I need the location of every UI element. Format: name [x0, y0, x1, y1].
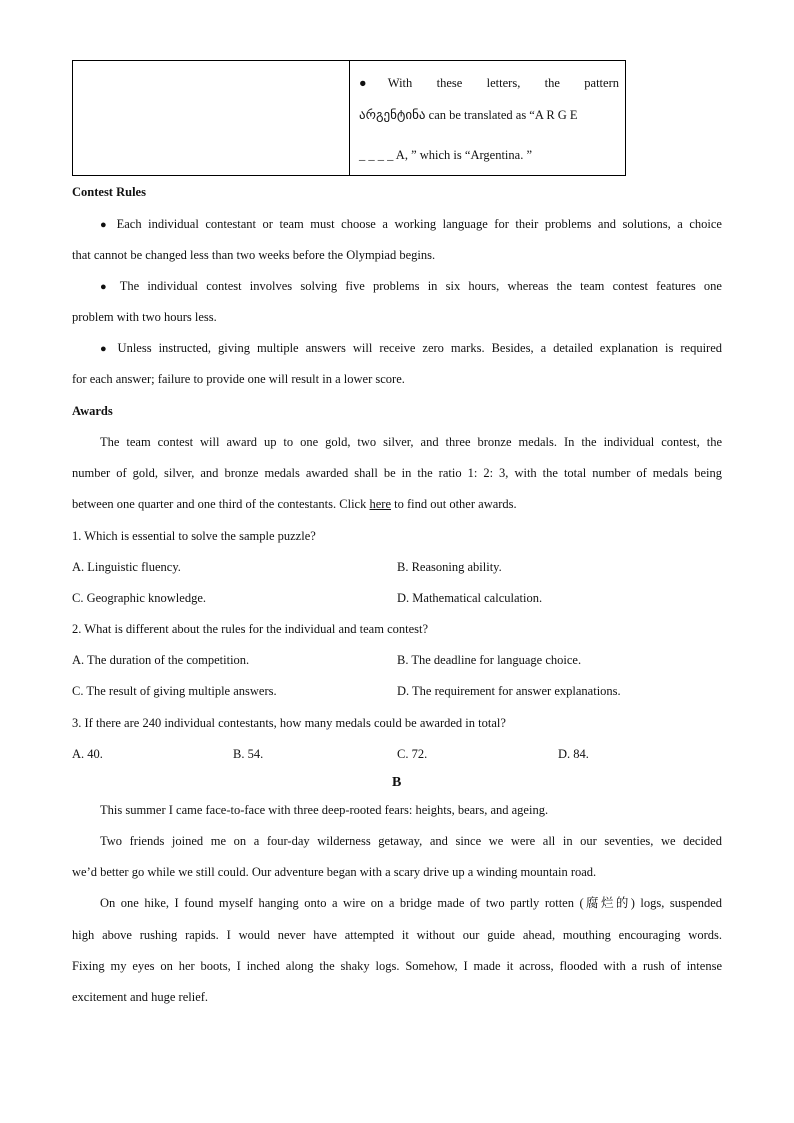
example-table: [72, 60, 626, 176]
q2-option-c: C. The result of giving multiple answers.: [72, 684, 277, 698]
awards-line-1: The team contest will award up to one gold, two silver, and three bronze medals. In the individual contest, the: [100, 435, 722, 449]
awards-line-3-text: between one quarter and one third of the contestants. Click: [72, 497, 367, 511]
rule-1-line-1: [100, 216, 722, 233]
q2-option-a: A. The duration of the competition.: [72, 653, 250, 667]
q3-option-c: C. 72.: [397, 747, 428, 761]
q3-option-a: A. 40.: [72, 747, 103, 761]
table-line-2: [359, 107, 578, 124]
passage-b-para-3-line-3: Fixing my eyes on her boots, I inched along the shaky logs. Somehow, I made it across, flooded with a rush of intense: [72, 959, 722, 973]
awards-line-3: [72, 496, 517, 512]
table-line-2-rest: can be translated as “A R G E: [428, 108, 578, 122]
awards-heading: Awards: [72, 404, 113, 418]
rule-2-line-1: [100, 278, 722, 295]
q3-option-d: D. 84.: [558, 747, 589, 761]
passage-b-para-3-line-2: high above rushing rapids. I would never have attempted it without our guide ahead, mouthing encouraging words.: [72, 928, 722, 942]
rule-3-line-2: for each answer; failure to provide one will result in a lower score.: [72, 372, 405, 386]
rule-3-line-1: [100, 340, 722, 357]
passage-b-para-3-line-4: excitement and huge relief.: [72, 990, 209, 1004]
rule-2-line-2: problem with two hours less.: [72, 310, 217, 324]
q2-option-b: B. The deadline for language choice.: [397, 653, 582, 667]
table-line-3: _ _ _ _ A, ” which is “Argentina. ”: [359, 148, 532, 162]
q1-option-c: C. Geographic knowledge.: [72, 591, 206, 605]
bullet-icon: ●: [100, 343, 111, 355]
bullet-icon: ●: [100, 281, 112, 293]
passage-b-para-3-line-1: On one hike, I found myself hanging onto a wire on a bridge made of two partly rotten (腐烂的) logs, suspended: [100, 896, 722, 910]
q1-option-a: A. Linguistic fluency.: [72, 560, 181, 574]
rule-2-text: The individual contest involves solving five problems in six hours, whereas the team contest features one: [119, 279, 722, 293]
q3-option-b: B. 54.: [233, 747, 264, 761]
awards-line-2: number of gold, silver, and bronze medals awarded shall be in the ratio 1: 2: 3, with the total number of medals being: [72, 466, 722, 480]
awards-line-3-tail: to find out other awards.: [394, 497, 517, 511]
rule-3-text: Unless instructed, giving multiple answers will receive zero marks. Besides, a detailed explanation is required: [117, 341, 722, 355]
rule-1-text: Each individual contestant or team must choose a working language for their problems and solutions, a choice: [116, 217, 722, 231]
here-link[interactable]: here: [369, 497, 391, 511]
question-1: 1. Which is essential to solve the sample puzzle?: [72, 529, 316, 543]
question-3: 3. If there are 240 individual contestants, how many medals could be awarded in total?: [72, 716, 506, 730]
georgian-word: არგენტინა: [359, 108, 426, 123]
contest-rules-heading: Contest Rules: [72, 185, 146, 199]
rule-1-line-2: that cannot be changed less than two weeks before the Olympiad begins.: [72, 248, 436, 262]
section-b-heading: B: [392, 775, 402, 790]
passage-b-para-2-line-1: Two friends joined me on a four-day wilderness getaway, and since we were all in our seventies, we decided: [100, 834, 722, 848]
question-2: 2. What is different about the rules for the individual and team contest?: [72, 622, 429, 636]
passage-b-para-1: This summer I came face-to-face with three deep-rooted fears: heights, bears, and ageing.: [100, 803, 549, 817]
passage-b-para-2-line-2: we’d better go while we still could. Our adventure began with a scary drive up a winding mountain road.: [72, 865, 597, 879]
table-divider: [349, 61, 350, 175]
table-line-1: ●With these letters, the pattern: [359, 76, 619, 90]
bullet-icon: ●: [100, 219, 111, 231]
q1-option-d: D. Mathematical calculation.: [397, 591, 543, 605]
q2-option-d: D. The requirement for answer explanations.: [397, 684, 621, 698]
q1-option-b: B. Reasoning ability.: [397, 560, 502, 574]
